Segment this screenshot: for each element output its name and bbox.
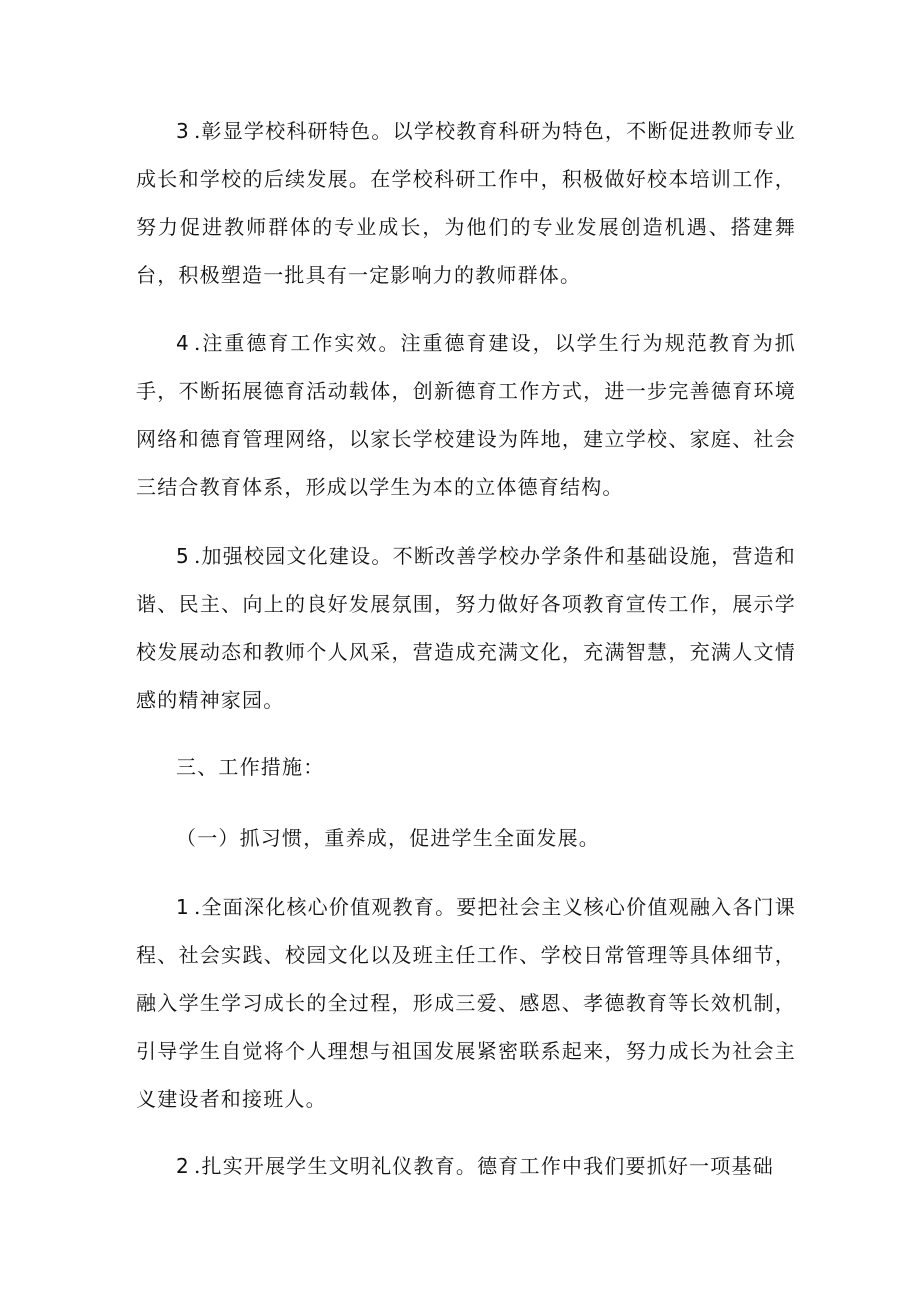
paragraph-text: .注重德育工作实效。注重德育建设，以学生行为规范教育为抓手，不断拓展德育活动载体，创新德育工作方式，进一步完善德育环境网络和德育管理网络，以家长学校建设为阵地，建立学校、家庭、社会三结合教育体系，形成以学生为本的立体德育结构。 — [136, 331, 796, 499]
paragraph-number: 4 — [176, 331, 190, 355]
paragraph-number: 2 — [176, 1154, 190, 1178]
paragraph-4 — [136, 319, 796, 511]
paragraph-number: 3 — [176, 119, 190, 143]
sub-heading: （一）抓习惯，重养成，促进学生全面发展。 — [176, 826, 600, 850]
paragraph-3 — [136, 107, 796, 299]
measure-1 — [136, 883, 796, 1123]
paragraph-text: .彰显学校科研特色。以学校教育科研为特色，不断促进教师专业成长和学校的后续发展。在学校科研工作中，积极做好校本培训工作，努力促进教师群体的专业成长，为他们的专业发展创造机遇、搭建舞台，积极塑造一批具有一定影响力的教师群体。 — [136, 119, 796, 287]
paragraph-text: .加强校园文化建设。不断改善学校办学条件和基础设施，营造和谐、民主、向上的良好发展氛围，努力做好各项教育宣传工作，展示学校发展动态和教师个人风采，营造成充满文化，充满智慧，充满人文情感的精神家园。 — [136, 544, 796, 712]
paragraph-number: 1 — [176, 895, 190, 919]
paragraph-5 — [136, 532, 796, 724]
paragraph-number: 5 — [176, 544, 190, 568]
measure-2 — [136, 1142, 796, 1190]
paragraph-text: .全面深化核心价值观教育。要把社会主义核心价值观融入各门课程、社会实践、校园文化以及班主任工作、学校日常管理等具体细节，融入学生学习成长的全过程，形成三爱、感恩、孝德教育等长效机制，引导学生自觉将个人理想与祖国发展紧密联系起来，努力成长为社会主义建设者和接班人。 — [136, 895, 796, 1111]
section-heading: 三、工作措施： — [176, 755, 325, 779]
paragraph-text: .扎实开展学生文明礼仪教育。德育工作中我们要抓好一项基础 — [193, 1154, 774, 1178]
